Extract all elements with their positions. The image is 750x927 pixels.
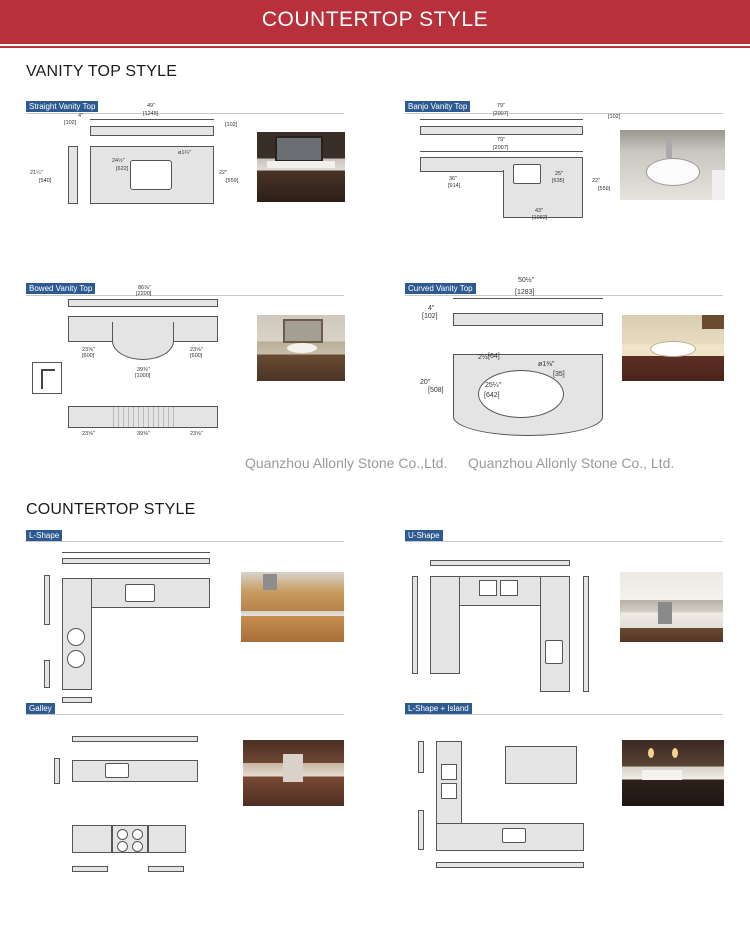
- banjo-c: 43": [535, 208, 544, 214]
- straight-bs-h: 4": [78, 113, 84, 119]
- curved-d: 20": [420, 379, 431, 386]
- bowed-a-left-mm: [600]: [82, 353, 95, 359]
- lisland-photo: [622, 740, 724, 806]
- bowed-c-mid: 39⅜": [137, 431, 150, 437]
- bowed-b: 39⅜": [137, 367, 150, 373]
- straight-sink-x: 24½": [112, 158, 125, 164]
- lisland-sink-2: [441, 783, 457, 799]
- banjo-c-mm: [1092]: [532, 215, 548, 221]
- bowed-b-mm: [1000]: [135, 373, 151, 379]
- straight-depth: 22": [219, 170, 228, 176]
- banjo-bs-mm: [102]: [608, 114, 621, 120]
- banjo-b-mm: [635]: [552, 178, 565, 184]
- curved-a-mm: [64]: [488, 353, 500, 360]
- bowed-a-right-mm: [600]: [190, 353, 203, 359]
- curved-b-mm: [642]: [484, 392, 500, 399]
- ushape-rule: [405, 541, 723, 542]
- lisland-side-splash-2: [418, 810, 424, 850]
- galley-counter-2c: [148, 825, 186, 853]
- banjo-d: 22": [592, 178, 601, 184]
- lshape-backsplash: [62, 558, 210, 564]
- straight-side: 21¼": [30, 170, 43, 176]
- banjo-rule: [405, 113, 723, 114]
- lisland-bottom-splash: [436, 862, 584, 868]
- bowed-c-left: 23⅝": [82, 431, 95, 437]
- watermark-left: Quanzhou Allonly Stone Co.,Ltd.: [245, 455, 448, 471]
- lisland-run-sink: [502, 828, 526, 843]
- straight-rule: [26, 113, 344, 114]
- curved-d-mm: [508]: [428, 387, 444, 394]
- banjo-w2-mm: [2007]: [493, 145, 509, 151]
- lshape-tag: L-Shape: [26, 530, 62, 541]
- ushape-side-splash-2: [583, 576, 589, 692]
- curved-hole: ø1⅜": [538, 361, 555, 368]
- straight-depth-mm: [559]: [226, 178, 239, 184]
- straight-hole: ø1¼": [178, 150, 191, 156]
- ushape-backsplash: [430, 560, 570, 566]
- banjo-sink: [513, 164, 541, 184]
- bowed-front-bow: [112, 322, 174, 360]
- lshape-burner-1: [67, 628, 85, 646]
- lisland-tag: L-Shape + Island: [405, 703, 472, 714]
- banjo-w1-mm: [2007]: [493, 111, 509, 117]
- ushape-photo: [620, 572, 723, 642]
- straight-bs-h-mm: [102]: [64, 120, 77, 126]
- straight-side-mm: [540]: [39, 178, 52, 184]
- banjo-b: 25": [555, 171, 564, 177]
- bowed-w: 86⅝": [138, 285, 151, 291]
- galley-side-splash: [54, 758, 60, 784]
- galley-bottom-splash-2: [148, 866, 184, 872]
- bowed-rule: [26, 295, 344, 296]
- curved-w-line: [453, 298, 603, 299]
- banjo-w1-line: [420, 119, 583, 120]
- straight-vanity-photo: [257, 132, 345, 202]
- straight-width-mm: [1245]: [143, 111, 159, 117]
- curved-w: 50½": [518, 277, 535, 284]
- ushape-sink-3: [545, 640, 563, 664]
- banjo-vanity-tag: Banjo Vanity Top: [405, 101, 470, 112]
- straight-vanity-tag: Straight Vanity Top: [26, 101, 98, 112]
- ushape-right-leg: [540, 576, 570, 692]
- curved-h-mm: [102]: [422, 313, 438, 320]
- ushape-sink-2: [500, 580, 518, 596]
- lshape-burner-2: [67, 650, 85, 668]
- galley-counter-2b: [112, 825, 148, 853]
- galley-rule: [26, 714, 344, 715]
- galley-backsplash: [72, 736, 198, 742]
- bowed-a-left: 23⅝": [82, 347, 95, 353]
- banjo-a: 36": [449, 176, 458, 182]
- lisland-sink-1: [441, 764, 457, 780]
- bowed-corner-detail: [32, 362, 62, 394]
- lshape-dim-top: [62, 552, 210, 553]
- lisland-rule: [405, 714, 723, 715]
- bowed-c-right: 23⅝": [190, 431, 203, 437]
- curved-w-mm: [1283]: [515, 289, 535, 296]
- straight-width-line: [90, 119, 214, 120]
- bowed-w-mm: [2200]: [136, 291, 152, 297]
- curved-a: 2½": [478, 354, 491, 361]
- lisland-island: [505, 746, 577, 784]
- ushape-left-leg: [430, 576, 460, 674]
- curved-hole-mm: [35]: [553, 371, 565, 378]
- galley-photo: [243, 740, 344, 806]
- curved-vanity-photo: [622, 315, 724, 381]
- straight-sidesplash: [68, 146, 78, 204]
- lshape-sink: [125, 584, 155, 602]
- curved-rule: [405, 295, 723, 296]
- countertop-section-title: COUNTERTOP STYLE: [26, 501, 196, 518]
- straight-backsplash: [90, 126, 214, 136]
- straight-sink: [130, 160, 172, 190]
- banjo-a-mm: [914]: [448, 183, 461, 189]
- galley-counter-2a: [72, 825, 112, 853]
- banjo-vanity-photo: [620, 130, 725, 200]
- lshape-rule: [26, 541, 344, 542]
- ushape-side-splash: [412, 576, 418, 674]
- bowed-backsplash: [68, 299, 218, 307]
- straight-sink-x-mm: [622]: [116, 166, 129, 172]
- ushape-sink-1: [479, 580, 497, 596]
- bowed-front-panel: [68, 406, 218, 428]
- bowed-vanity-photo: [257, 315, 345, 381]
- banjo-w1: 79": [497, 103, 506, 109]
- lshape-bottom-splash: [62, 697, 92, 703]
- curved-h: 4": [428, 305, 435, 312]
- curved-vanity-tag: Curved Vanity Top: [405, 283, 476, 294]
- lisland-side-splash: [418, 741, 424, 773]
- lshape-side-splash-2: [44, 660, 50, 688]
- banner-underline: [0, 46, 750, 48]
- galley-sink: [105, 763, 129, 778]
- straight-width: 49": [147, 103, 156, 109]
- banjo-w2-line: [420, 151, 583, 152]
- straight-bs-right: [102]: [225, 122, 238, 128]
- bowed-a-right: 23⅝": [190, 347, 203, 353]
- lshape-photo: [241, 572, 344, 642]
- ushape-tag: U-Shape: [405, 530, 443, 541]
- vanity-section-title: VANITY TOP STYLE: [26, 63, 178, 80]
- curved-backsplash: [453, 313, 603, 326]
- banner-title: COUNTERTOP STYLE: [261, 8, 489, 31]
- galley-tag: Galley: [26, 703, 55, 714]
- galley-bottom-splash-1: [72, 866, 108, 872]
- watermark-right: Quanzhou Allonly Stone Co., Ltd.: [468, 455, 675, 471]
- title-banner: [0, 0, 750, 44]
- bowed-vanity-tag: Bowed Vanity Top: [26, 283, 95, 294]
- curved-b: 25¼": [485, 382, 502, 389]
- banjo-d-mm: [559]: [598, 186, 611, 192]
- lshape-side-splash: [44, 575, 50, 625]
- banjo-w2: 79": [497, 137, 506, 143]
- banjo-backsplash: [420, 126, 583, 135]
- galley-counter-1: [72, 760, 198, 782]
